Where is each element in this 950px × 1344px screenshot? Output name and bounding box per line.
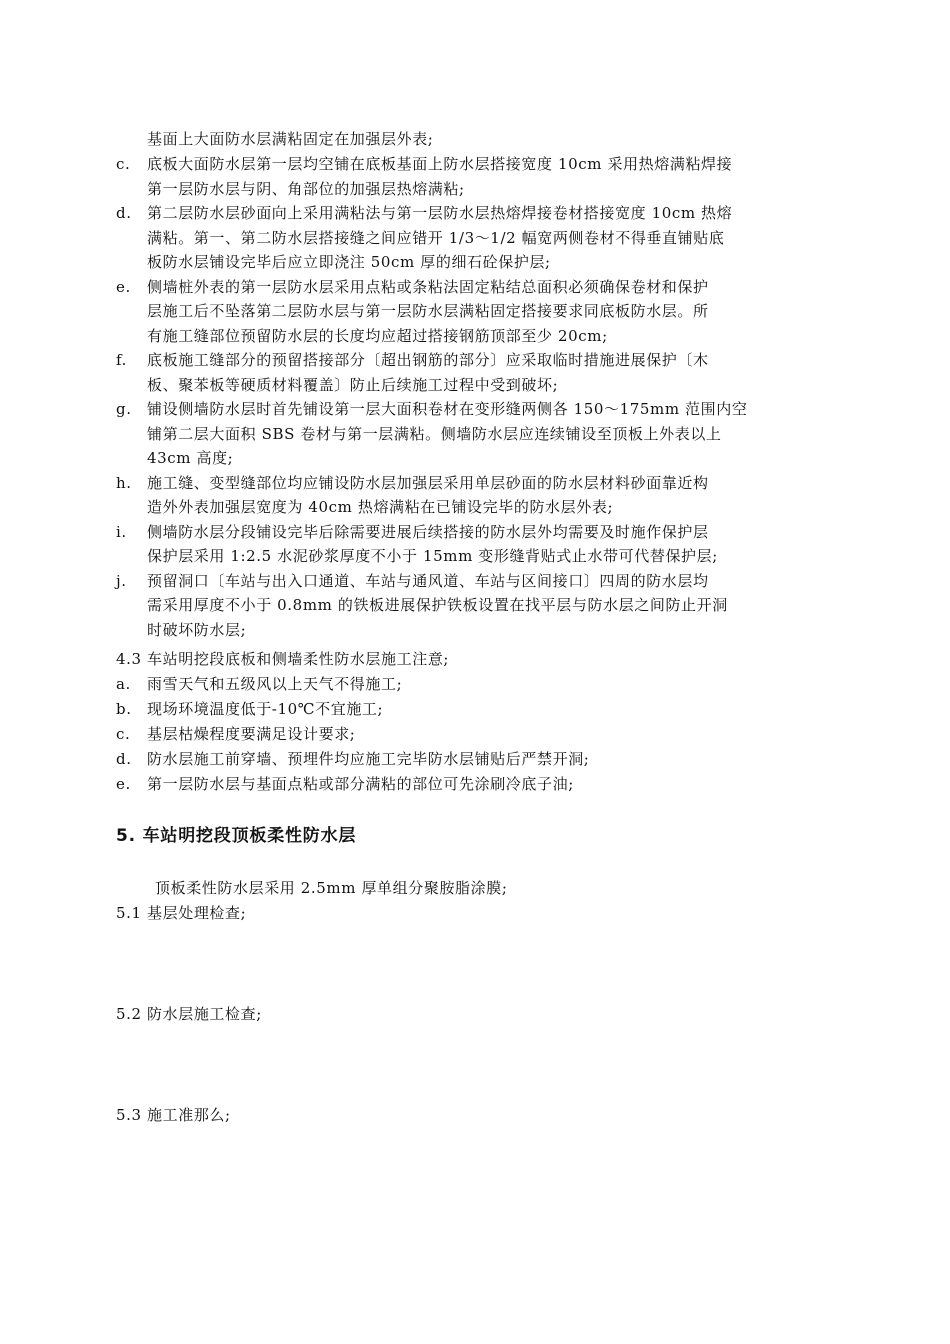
item-line: 有施工缝部位预留防水层的长度均应超过搭接钢筋顶部至少 20cm; [147, 327, 608, 345]
item-label: i. [116, 523, 127, 541]
item-line: 第一层防水层与阴、角部位的加强层热熔满粘; [147, 180, 465, 198]
note-text: 第一层防水层与基面点粘或部分满粘的部位可先涂刷冷底子油; [147, 775, 574, 793]
item-line: 时破坏防水层; [147, 621, 247, 639]
item-label: f. [116, 351, 127, 369]
note-label: e. [116, 775, 131, 793]
item-line: 板防水层铺设完毕后应立即浇注 50cm 厚的细石砼保护层; [147, 253, 551, 271]
item-line: 底板施工缝部分的预留搭接部分〔超出钢筋的部分〕应采取临时措施进展保护〔木 [147, 351, 709, 369]
item-line: 层施工后不坠落第二层防水层与第一层防水层满粘固定搭接要求同底板防水层。所 [147, 302, 709, 320]
note-text: 防水层施工前穿墙、预埋件均应施工完毕防水层铺贴后严禁开洞; [147, 750, 590, 768]
item-line: 侧墙桩外表的第一层防水层采用点粘或条粘法固定粘结总面积必须确保卷材和保护 [147, 278, 709, 296]
item-line: 预留洞口〔车站与出入口通道、车站与通风道、车站与区间接口〕四周的防水层均 [147, 572, 709, 590]
item-label: h. [116, 474, 132, 492]
note-text: 基层枯燥程度要满足设计要求; [147, 725, 356, 743]
note-text: 现场环境温度低于-10℃不宜施工; [147, 700, 384, 718]
note-label: c. [116, 725, 131, 743]
item-line: 需采用厚度不小于 0.8mm 的铁板进展保护铁板设置在找平层与防水层之间防止开洞 [147, 596, 728, 614]
section-5-heading: 5. 车站明挖段顶板柔性防水层 [116, 826, 357, 846]
item-label: g. [116, 400, 132, 418]
note-label: b. [116, 700, 132, 718]
subsection-5-3: 5.3 施工准那么; [116, 1106, 231, 1124]
item-label: d. [116, 204, 132, 222]
section-4-3-title: 4.3 车站明挖段底板和侧墙柔性防水层施工注意; [116, 650, 450, 668]
item-line: 43cm 高度; [147, 449, 234, 467]
item-line: 满粘。第一、第二防水层搭接缝之间应错开 1/3～1/2 幅宽两侧卷材不得垂直铺贴底 [147, 229, 725, 247]
note-label: a. [116, 675, 131, 693]
note-label: d. [116, 750, 132, 768]
note-text: 雨雪天气和五级风以上天气不得施工; [147, 675, 403, 693]
item-label: e. [116, 278, 131, 296]
item-line: 铺第二层大面积 SBS 卷材与第一层满粘。侧墙防水层应连续铺设至顶板上外表以上 [147, 425, 722, 443]
intro-continuation: 基面上大面防水层满粘固定在加强层外表; [147, 130, 434, 148]
section-5-intro: 顶板柔性防水层采用 2.5mm 厚单组分聚胺脂涂膜; [155, 879, 508, 897]
item-label: c. [116, 155, 131, 173]
item-line: 造外外表加强层宽度为 40cm 热熔满粘在已铺设完毕的防水层外表; [147, 498, 614, 516]
subsection-5-2: 5.2 防水层施工检查; [116, 1005, 262, 1023]
item-line: 保护层采用 1:2.5 水泥砂浆厚度不小于 15mm 变形缝背贴式止水带可代替保护层; [147, 547, 718, 565]
item-line: 铺设侧墙防水层时首先铺设第一层大面积卷材在变形缝两侧各 150～175mm 范围内空 [147, 400, 748, 418]
item-line: 底板大面防水层第一层均空铺在底板基面上防水层搭接宽度 10cm 采用热熔满粘焊接 [147, 155, 733, 173]
item-label: j. [116, 572, 127, 590]
item-line: 第二层防水层砂面向上采用满粘法与第一层防水层热熔焊接卷材搭接宽度 10cm 热熔 [147, 204, 733, 222]
item-line: 施工缝、变型缝部位均应铺设防水层加强层采用单层砂面的防水层材料砂面靠近构 [147, 474, 709, 492]
item-line: 板、聚苯板等硬质材料覆盖〕防止后续施工过程中受到破坏; [147, 376, 559, 394]
subsection-5-1: 5.1 基层处理检查; [116, 904, 247, 922]
item-line: 侧墙防水层分段铺设完毕后除需要进展后续搭接的防水层外均需要及时施作保护层 [147, 523, 709, 541]
